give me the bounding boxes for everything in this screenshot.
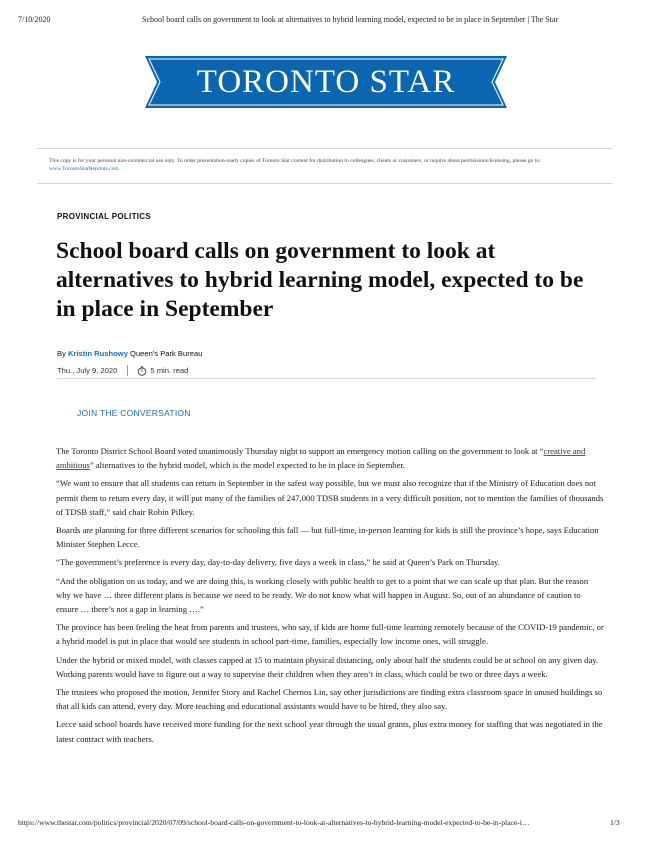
page-url: https://www.thestar.com/politics/provincial/2020/07/09/school-board-calls-on-government-to-look-at-alternatives-to-hybrid-learning-model-expected-to-be-in-place-i…	[18, 818, 530, 827]
article-body	[56, 444, 604, 750]
paragraph	[56, 444, 604, 472]
divider	[57, 378, 596, 379]
author-link[interactable]: Kristin Rushowy	[68, 349, 128, 358]
reprints-link[interactable]: www.TorontoStarReprints.com	[49, 166, 119, 172]
creative-ambitious-link[interactable]: creative and ambitious	[56, 446, 586, 471]
paragraph: The province has been feeling the heat from parents and trustees, who say, if kids are home full-time learning remotely because of the COVID-19 pandemic, or a hybrid model is put in place that would see students in school part-time, families, especially low income ones, will struggle.	[56, 622, 604, 647]
paragraph: Under the hybrid or mixed model, with classes capped at 15 to maintain physical distancing, only about half the students could be at school on any given day. Working parents would have to figure out a way to supervise their children when they aren’t in class, which could be two or three days a week.	[56, 654, 599, 679]
paragraph: Boards are planning for three different scenarios for schooling this fall — but full-time, in-person learning for kids is still the province’s hope, says Education Minister Stephen Lecce.	[56, 525, 599, 550]
section-label[interactable]: PROVINCIAL POLITICS	[57, 212, 152, 221]
paragraph: The trustees who proposed the motion, Jennifer Story and Rachel Chernos Lin, say other jurisdictions are finding extra classroom space in unused buildings so that all kids can attend, every day. More teaching and educational assistants would have to be hired, they also say.	[56, 687, 603, 712]
meta-separator	[127, 365, 128, 376]
toronto-star-logo[interactable]	[145, 56, 507, 108]
stopwatch-icon	[137, 366, 147, 376]
paragraph: “And the obligation on us today, and we are doing this, is working closely with public health to get to a point that we can scale up that plan. But the reason why we have … three different plans is because we need to be ready. We do not know what will happen in August. So, out of an abundance of caution to ensure … there’s not a gap in learning ….”	[56, 575, 589, 615]
print-date: 7/10/2020	[18, 15, 51, 24]
paragraph: “We want to ensure that all students can return in September in the safest way possible, but we must also recognize that if the Ministry of Education does not permit them to return every day, it will put many of the families of 247,000 TDSB students in a very difficult position, not to mention the families of thousands of TDSB staff,” said chair Robin Pilkey.	[56, 478, 604, 517]
join-conversation-link[interactable]: JOIN THE CONVERSATION	[77, 408, 191, 418]
divider	[37, 148, 613, 149]
publish-date: Thu., July 9, 2020	[57, 366, 118, 375]
byline	[57, 349, 202, 358]
print-page-title: School board calls on government to look at alternatives to hybrid learning model, expected to be in place in September | The Star	[142, 15, 559, 24]
divider	[37, 183, 613, 184]
reprint-notice-text: This copy is for your personal non-commercial use only. To order presentation-ready copies of Toronto Star content for distribution to colleagues, clients or customers, or inquire about permissions/licensing, please go to:	[49, 158, 541, 164]
byline-prefix: By	[57, 349, 66, 358]
paragraph-text: ” alternatives to the hybrid model, which is the model expected to be in place in September.	[89, 460, 405, 471]
logo-wordmark: TORONTO STAR	[196, 63, 456, 100]
paragraph-text: The Toronto District School Board voted unanimously Thursday night to support an emergency motion calling on the government to look at “	[56, 446, 544, 456]
article-meta	[57, 365, 188, 376]
reprint-notice	[49, 157, 599, 173]
bureau: Queen's Park Bureau	[130, 349, 203, 358]
page-number: 1/3	[610, 818, 620, 827]
paragraph: “The government’s preference is every day, day-to-day delivery, five days a week in class,” he said at Queen’s Park on Thursday.	[56, 557, 500, 568]
paragraph: Lecce said school boards have received more funding for the next school year through the usual grants, plus extra money for staffing that was negotiated in the latest contract with teachers.	[56, 719, 603, 744]
article-headline: School board calls on government to look at alternatives to hybrid learning model, expected to be in place in September	[56, 238, 584, 322]
read-time: 5 min. read	[150, 366, 189, 375]
